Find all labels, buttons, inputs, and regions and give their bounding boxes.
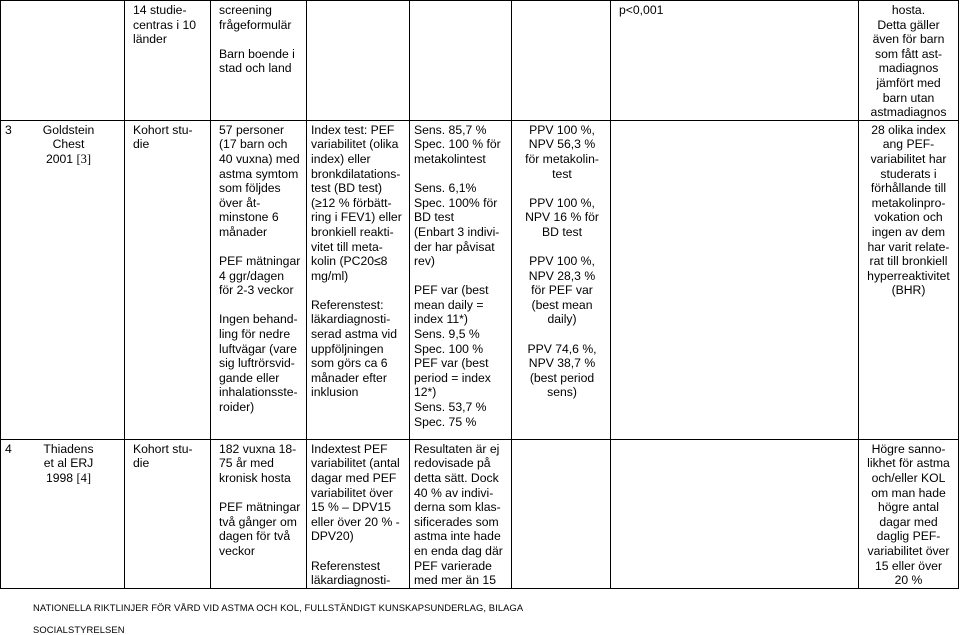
cell-pvalue: [611, 439, 859, 588]
p-value-text: p<0,001: [619, 3, 664, 17]
table-row: [1, 120, 959, 439]
cell-index-test: [307, 120, 410, 439]
ppv-npv-paragraph: PPV 100 %, NPV 56,3 % för metakolin- test: [525, 122, 599, 181]
cell-sens-spec: [410, 120, 512, 439]
ppv-npv-paragraph: PPV 100 %, NPV 28,3 % för PEF var (best mean daily): [528, 254, 596, 327]
cell-author: [1, 120, 125, 439]
population-paragraph: Ingen behand- ling för nedre luftvägar (vare sig luftrörsvid- gande eller inhalationsste- roider): [219, 312, 298, 415]
population-paragraph: screening frågeformulär: [219, 3, 292, 32]
comment-text: hosta. Detta gäller även för barn som fått ast- madiagnos jämfört med barn utan astmadiagnos: [870, 3, 947, 120]
cell-index-test: [307, 439, 410, 588]
cell-population: [211, 1, 307, 121]
cell-study-type: [125, 1, 211, 121]
footer-title: NATIONELLA RIKTLINJER FÖR VÅRD VID ASTMA OCH KOL, FULLSTÄNDIGT KUNSKAPSUNDERLAG, BILAGA: [33, 602, 524, 613]
row-number: 3: [5, 122, 12, 137]
study-type-text: Kohort stu- die: [133, 441, 193, 471]
cell-sens-spec: [410, 1, 512, 121]
table-row-continued: [1, 1, 959, 121]
population-paragraph: 182 vuxna 18- 75 år med kronisk hosta: [219, 441, 297, 485]
population-paragraph: Barn boende i stad och land: [219, 46, 295, 76]
index-test-paragraph: Indextest PEF variabilitet (antal dagar med PEF variabilitet över 15 % – DPV15 eller över 20 % - DPV20): [311, 441, 400, 544]
cell-pvalue: [611, 1, 859, 121]
study-type-text: 14 studie- centras i 10 länder: [133, 3, 197, 47]
cell-ppv-npv: [512, 1, 611, 121]
ppv-npv-paragraph: PPV 100 %, NPV 16 % för BD test: [525, 195, 599, 239]
sens-spec-paragraph: Resultaten är ej redovisade på detta sätt. Dock 40 % av indivi- derna som klas- sificerades som astma inte hade en enda dag där PEF varierade med mer än 15: [414, 441, 503, 588]
reference-marker: [4]: [76, 470, 92, 485]
comment-text: 28 olika index ang PEF- variabilitet har studerats i förhållande till metakolinpro- vokation och ingen av dem har varit relate- rat till bronkiell hyperreaktivitet (BHR): [867, 122, 950, 298]
sens-spec-paragraph: PEF var (best period = index 12*) Sens. 53,7 % Spec. 75 %: [414, 356, 491, 429]
ppv-npv-paragraph: PPV 74,6 %, NPV 38,7 % (best period sens): [527, 341, 597, 400]
comment-text: Högre sanno- likhet för astma och/eller KOL om man hade högre antal dagar med daglig PEF- variabilitet över 15 eller över 20 %: [867, 441, 950, 588]
row-number: 4: [5, 441, 12, 456]
reference-marker: [3]: [76, 151, 92, 166]
sens-spec-paragraph: PEF var (best mean daily = index 11*) Sens. 9,5 % Spec. 100 %: [414, 283, 489, 356]
cell-ppv-npv: [512, 120, 611, 439]
population-paragraph: 57 personer (17 barn och 40 vuxna) med astma symtom som följdes över åt- minstone 6 månader: [219, 122, 300, 239]
cell-index-test: [307, 1, 410, 121]
cell-pvalue: [611, 120, 859, 439]
cell-study-type: [125, 439, 211, 588]
index-test-paragraph: Referenstest läkardiagnosti-: [311, 558, 391, 588]
cell-ppv-npv: [512, 439, 611, 588]
cell-population: [211, 439, 307, 588]
cell-study-type: [125, 120, 211, 439]
cell-sens-spec: [410, 439, 512, 588]
table-row: [1, 439, 959, 588]
population-paragraph: PEF mätningar två gånger om dagen för två veckor: [219, 500, 301, 558]
footer-publisher: SOCIALSTYRELSEN: [33, 624, 125, 635]
cell-comment: [859, 120, 959, 439]
cell-comment: [859, 1, 959, 121]
cell-comment: [859, 439, 959, 588]
author-citation: Thiadens et al ERJ 1998: [43, 441, 94, 485]
author-citation: Goldstein Chest 2001: [42, 122, 95, 166]
cell-population: [211, 120, 307, 439]
cell-author: [1, 439, 125, 588]
study-type-text: Kohort stu- die: [133, 122, 193, 152]
cell-author: [1, 1, 125, 121]
population-paragraph: PEF mätningar 4 ggr/dagen för 2-3 veckor: [219, 254, 301, 298]
index-test-paragraph: Index test: PEF variabilitet (olika index) eller bronkdilatations- test (BD test) (≥12 % förbätt- ring i FEV1) eller bronkiell reakti- vitet till meta- kolin (PC20≤8 mg/ml): [311, 122, 402, 283]
index-test-paragraph: Referenstest: läkardiagnosti- serad astma vid uppföljningen som görs ca 6 månader efter inklusion: [311, 297, 398, 400]
sens-spec-paragraph: Sens. 85,7 % Spec. 100 % för metakolintest: [414, 122, 501, 166]
sens-spec-paragraph: Sens. 6,1% Spec. 100% för BD test (Enbart 3 indivi- der har påvisat rev): [414, 181, 500, 269]
